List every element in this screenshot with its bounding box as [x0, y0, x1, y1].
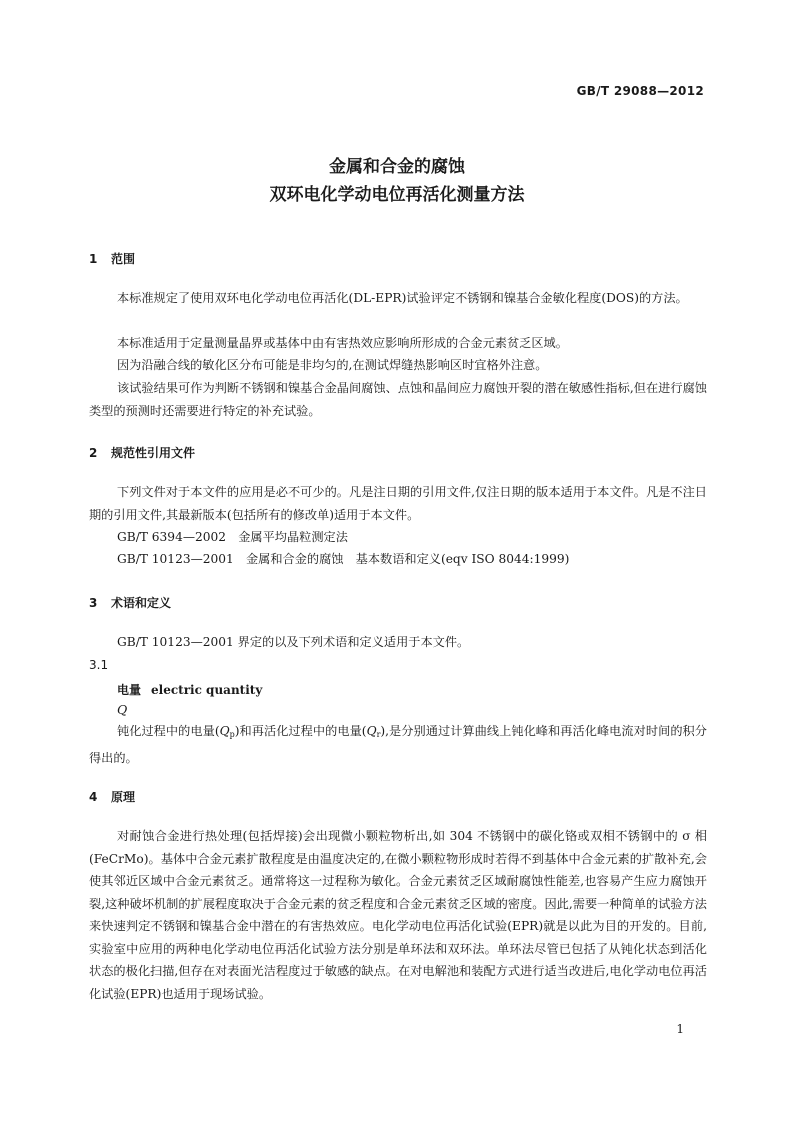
section-1-paragraph-3: 因为沿融合线的敏化区分布可能是非均匀的,在测试焊缝热影响区时宜格外注意。: [117, 358, 548, 372]
section-title: 规范性引用文件: [111, 446, 196, 460]
section-1-paragraph-4: 该试验结果可作为判断不锈钢和镍基合金晶间腐蚀、点蚀和晶间应力腐蚀开裂的潜在敏感性指标,但在进行腐蚀类型的预测时还需要进行特定的补充试验。: [89, 381, 707, 418]
section-3-heading: [89, 594, 171, 611]
subscript-p: p: [229, 730, 235, 739]
section-2-paragraph-1: 下列文件对于本文件的应用是必不可少的。凡是注日期的引用文件,仅注日期的版本适用于本文件。凡是不注日期的引用文件,其最新版本(包括所有的修改单)适用于本文件。: [89, 485, 707, 522]
section-1-heading: [89, 250, 135, 267]
section-title: 原理: [111, 790, 136, 804]
section-4-heading: [89, 788, 135, 805]
symbol-q: Q: [366, 724, 377, 738]
reference-gbt-6394: GB/T 6394—2002 金属平均晶粒测定法: [117, 530, 348, 544]
symbol-q: Q: [219, 724, 230, 738]
term-symbol: Q: [117, 702, 128, 717]
definition-text: )和再活化过程中的电量(: [234, 724, 367, 738]
section-number: 2: [89, 446, 98, 460]
page-number: 1: [676, 1022, 684, 1036]
section-1-paragraph-2: 本标准适用于定量测量晶界或基体中由有害热效应影响所形成的合金元素贫乏区域。: [117, 336, 568, 350]
definition-text: ),是分别通过计算曲线上钝化峰和再活化峰电流对时间的积分得出的。: [89, 724, 707, 765]
section-4-paragraph-1: 对耐蚀合金进行热处理(包括焊接)会出现微小颗粒物析出,如 304 不锈钢中的碳化铬或双相不锈钢中的 σ 相(FeCrMo)。基体中合金元素扩散程度是由温度决定的,在微小颗粒物形成时若得不到基体中合金元素的扩散补充,会使其邻近区域中合金元素贫乏。通常将这一过程称为敏化。合金元素贫乏区域耐腐蚀性能差,也容易产生应力腐蚀开裂,这种破坏机制的扩展程度取决于合金元素的贫乏程度和合金元素贫乏区域的密度。因此,需要一种简单的试验方法来快速判定不锈钢和镍基合金中潜在的有害热效应。电化学动电位再活化试验(EPR)就是以此为目的开发的。目前,实验室中应用的两种电化学动电位再活化试验方法分别是单环法和双环法。单环法尽管已包括了从钝化状态到活化状态的极化扫描,但存在对表面光洁程度过于敏感的缺点。在对电解池和装配方式进行适当改进后,电化学动电位再活化试验(EPR)也适用于现场试验。: [89, 829, 707, 1001]
section-title: 术语和定义: [111, 596, 172, 610]
section-title: 范围: [111, 252, 136, 266]
section-2-heading: [89, 444, 195, 461]
document-title-line-2: 双环电化学动电位再活化测量方法: [269, 185, 525, 205]
standard-number: GB/T 29088—2012: [576, 84, 704, 98]
term-entry: [117, 681, 262, 698]
definition-text: 钝化过程中的电量(: [117, 724, 220, 738]
term-chinese: 电量: [117, 683, 142, 697]
term-definition: [89, 720, 707, 769]
section-number: 3: [89, 596, 98, 610]
term-english: electric quantity: [151, 683, 263, 697]
term-number: 3.1: [89, 658, 109, 672]
document-title-line-1: 金属和合金的腐蚀: [329, 157, 465, 177]
section-number: 1: [89, 252, 98, 266]
subscript-r: r: [376, 730, 381, 739]
section-3-paragraph-1: GB/T 10123—2001 界定的以及下列术语和定义适用于本文件。: [117, 635, 470, 649]
section-1-paragraph-1: 本标准规定了使用双环电化学动电位再活化(DL-EPR)试验评定不锈钢和镍基合金敏化程度(DOS)的方法。: [117, 291, 688, 305]
section-number: 4: [89, 790, 98, 804]
reference-gbt-10123: GB/T 10123—2001 金属和合金的腐蚀 基本数语和定义(eqv ISO 8044:1999): [117, 552, 570, 566]
